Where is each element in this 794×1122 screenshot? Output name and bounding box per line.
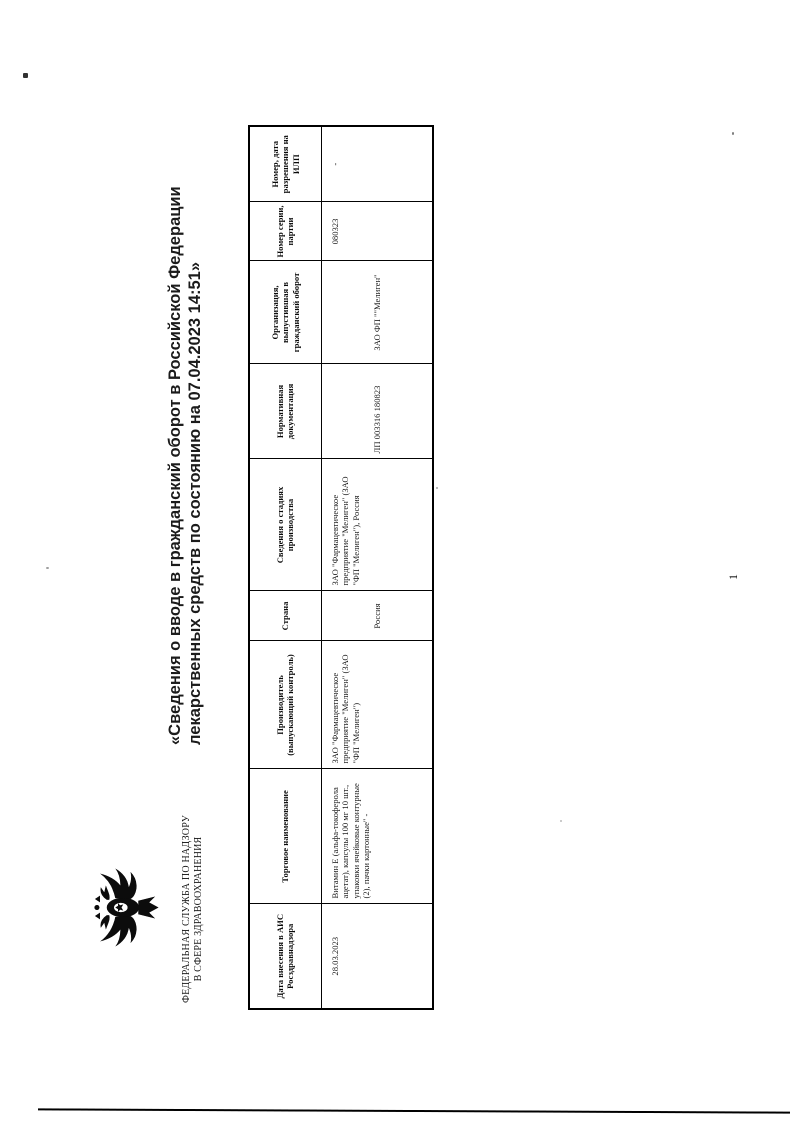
header-cell-country: Страна [249,591,321,641]
table-data-row [321,126,433,1009]
scan-edge-line [38,1108,790,1113]
cell-normative-docs: ЛП 003316 180823 [321,364,433,459]
cell-ilp-permit: - [321,126,433,202]
cell-country: Россия [321,591,433,641]
header-cell-production-stages: Сведения о стадиях производства [249,459,321,591]
header-cell-normative-docs: Нормативная документация [249,364,321,459]
scan-speck [23,73,28,78]
agency-name-line2: В СФЕРЕ ЗДРАВООХРАНЕНИЯ [193,836,204,982]
cell-series-number: 080323 [321,202,433,261]
scan-speck [560,820,562,822]
agency-name [181,788,205,1030]
header-cell-ilp-permit: Номер, дата разрешения на ИЛП [249,126,321,202]
document-title-line2: лекарственных средств по состоянию на 07.04.2023 14:51» [185,261,204,745]
scan-speck [46,567,49,569]
cell-manufacturer: ЗАО "Фармацевтическое предприятие "Мелиген" (ЗАО "ФП "Мелиген") [321,641,433,769]
table-header-row [249,126,321,1009]
header-cell-series-number: Номер серии, партии [249,202,321,261]
header-cell-trade-name: Торговое наименование [249,769,321,904]
cell-production-stages: ЗАО "Фармацевтическое предприятие "Мелиген" (ЗАО "ФП "Мелиген"), Россия [321,459,433,591]
scan-speck [436,487,438,489]
drug-circulation-table [248,125,434,1010]
document-title-line1: «Сведения о вводе в гражданский оборот в Российской Федерации [166,186,184,745]
header-cell-date-added: Дата внесения в АИС Росздравнадзора [249,904,321,1009]
cell-date-added: 28.03.2023 [321,904,433,1009]
cell-trade-name: Витамин Е (альфа-токоферола ацетат), капсулы 100 мг 10 шт., упаковки ячейковые контурные (2), пачки картонные" - [321,769,433,904]
agency-name-line1: ФЕДЕРАЛЬНАЯ СЛУЖБА ПО НАДЗОРУ [181,814,192,1004]
scan-speck [732,132,734,135]
header-cell-releasing-organization: Организация, выпустившая в гражданский оборот [249,261,321,364]
page-number: 1 [726,574,740,580]
cell-releasing-organization: ЗАО ФП ""Мелиген" [321,261,433,364]
header-cell-manufacturer: Производитель (выпускающий контроль) [249,641,321,769]
double-headed-eagle-icon [92,865,164,950]
document-title [166,165,205,745]
